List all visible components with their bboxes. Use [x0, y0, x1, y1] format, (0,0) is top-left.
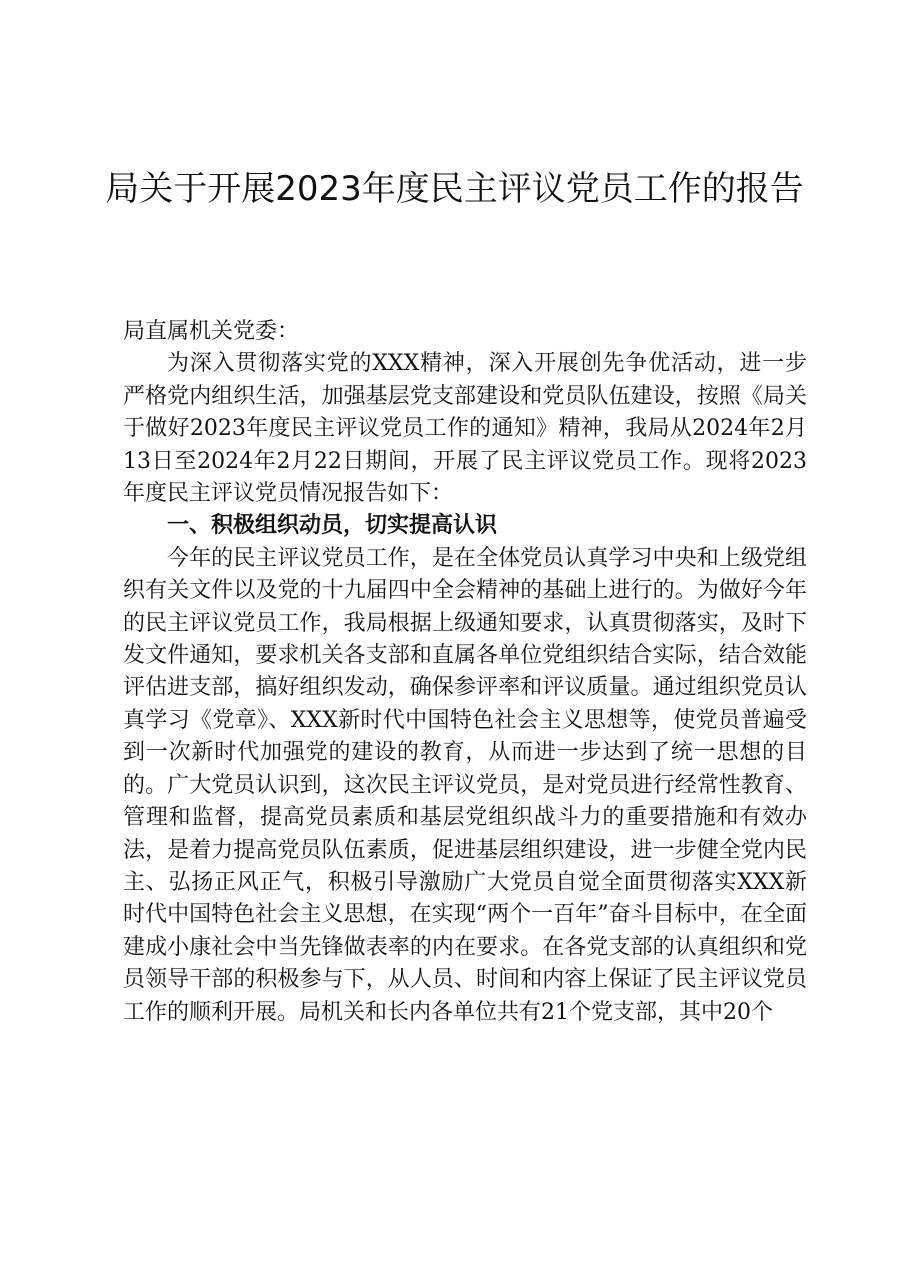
intro-paragraph: 为深入贯彻落实党的XXX精神，深入开展创先争优活动，进一步严格党内组织生活，加强基层党支部建设和党员队伍建设，按照《局关于做好2023年度民主评议党员工作的通知》精神，我局从2024年2月13日至2024年2月22日期间，开展了民主评议党员工作。现将2023年度民主评议党员情况报告如下：: [123, 351, 807, 507]
document-body: [123, 316, 807, 1029]
section-heading-1: 一、积极组织动员，切实提高认识: [167, 513, 498, 539]
section-1-paragraph: 今年的民主评议党员工作，是在全体党员认真学习中央和上级党组织有关文件以及党的十九届四中全会精神的基础上进行的。为做好今年的民主评议党员工作，我局根据上级通知要求，认真贯彻落实，及时下发文件通知，要求机关各支部和直属各单位党组织结合实际，结合效能评估进支部，搞好组织发动，确保参评率和评议质量。通过组织党员认真学习《党章》、XXX新时代中国特色社会主义思想等，使党员普遍受到一次新时代加强党的建设的教育，从而进一步达到了统一思想的目的。广大党员认识到，这次民主评议党员，是对党员进行经常性教育、管理和监督，提高党员素质和基层党组织战斗力的重要措施和有效办法，是着力提高党员队伍素质，促进基层组织建设，进一步健全党内民主、弘扬正风正气，积极引导激励广大党员自觉全面贯彻落实XXX新时代中国特色社会主义思想，在实现“两个一百年”奋斗目标中，在全面建成小康社会中当先锋做表率的内在要求。在各党支部的认真组织和党员领导干部的积极参与下，从人员、时间和内容上保证了民主评议党员工作的顺利开展。局机关和长内各单位共有21个党支部，其中20个: [123, 545, 807, 1025]
salutation: 局直属机关党委：: [123, 319, 300, 344]
document-title: 局关于开展2023年度民主评议党员工作的报告: [105, 169, 804, 209]
